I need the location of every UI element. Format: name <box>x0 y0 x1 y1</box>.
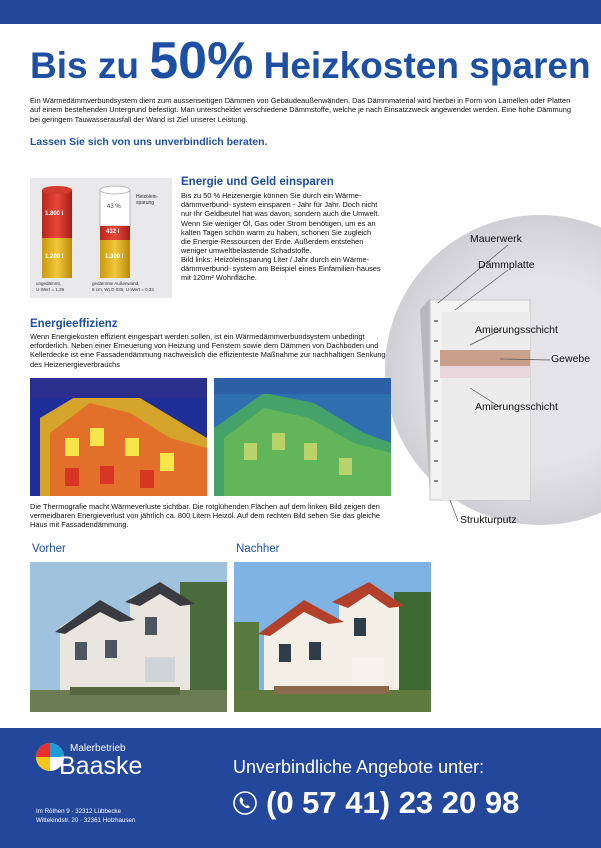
energy-text: Bis zu 50 % Heizenergie können Sie durch ein Wärme-dämmverbund- system einsparen - Jahr für Jahr. Doch nicht nur Ihr Geldbeutel hat was davon, sondern auch die Umwelt. Wenn Sie weniger Öl, Gas oder Strom benötigen, um es an kalten Tagen schön warm zu haben, schonen Sie zugleich die Energie-Ressourcen der Erde. Außerdem entstehen weniger umweltbelastende Schadstoffe. <box>181 191 380 256</box>
label-strukturputz: Strukturputz <box>460 514 517 526</box>
right-jar-top-value: 432 l <box>106 229 120 235</box>
after-label: Nachher <box>236 543 280 555</box>
energy-caption: Bild links: Heizöleinsparung Liter / Jahr durch ein Wärme-dämmverbund- system am Beispiel eines Einfamilien-hauses mit 120m² Wohnfläche. <box>181 255 381 283</box>
title-pre: Bis zu <box>30 45 150 86</box>
gewebe-layer <box>440 350 530 366</box>
right-jar-percent: 43 % <box>107 204 121 210</box>
left-jar-top-value: 1.800 l <box>45 211 64 217</box>
title-post: Heizkosten sparen <box>253 45 591 86</box>
house-after-photo <box>234 562 431 712</box>
house-before-photo <box>30 562 227 712</box>
address-line-1: Im Röthen 9 · 32312 Lübbecke <box>36 808 121 815</box>
label-gewebe: Gewebe <box>551 353 591 365</box>
offer-text: Unverbindliche Angebote unter: <box>233 757 485 777</box>
intro-text: Ein Wärmedämmverbundsystem dient zum aussenseitigen Dämmen von Gebäudeaußenwänden. Das Dämmmaterial wird hierbei in Form von Lamellen oder Platten auf einem bestehenden Untergrund befestigt. Man unterscheidet verschiedene Dämmstoffe, welche je nach Einsatzzweck angewendet werden. Eine hohe Dämmung bei geringem Tauwasserausfall der Wand ist Ziel unserer Leistung. <box>30 96 571 124</box>
label-mauerwerk: Mauerwerk <box>470 233 522 245</box>
title-percent: 50% <box>149 32 254 90</box>
energy-heading: Energie und Geld einsparen <box>181 176 334 188</box>
company-type: Malerbetrieb <box>70 743 126 754</box>
jar-side-label: Heizölein- sparung <box>136 194 159 206</box>
consultation-cta: Lassen Sie sich von uns unverbindlich beraten. <box>30 136 268 148</box>
company-name: Baaske <box>59 752 143 780</box>
label-daemmplatte: Dämmplatte <box>478 259 535 271</box>
wall-diagram <box>380 200 601 540</box>
left-jar-bottom-value: 1.200 l <box>45 254 64 260</box>
effizienz-heading: Energieeffizienz <box>30 318 118 330</box>
thermography-before <box>30 378 207 496</box>
effizienz-text: Wenn Energiekosten effizient eingespart werden sollen, ist ein Wärmedämmverbundsystem unbedingt erforderlich. Neben einer Erneuerung von Heizung und Fenstern sowie dem Dämmen von Dachboden und Kellerdecke ist eine Fassadendämmung nachweislich die effizienteste Maßnahme zur nachhaltigen Senkung des Heizenergieverbrauchs <box>30 332 386 369</box>
label-armierung-1: Amierungsschicht <box>475 324 558 336</box>
right-jar-bottom-value: 1.300 l <box>105 254 124 260</box>
before-label: Vorher <box>32 543 66 555</box>
top-bar <box>0 0 601 24</box>
label-armierung-2: Amierungsschicht <box>475 401 558 413</box>
left-jar-caption: ungedämmt, U-Wert = 1,39 <box>36 281 65 292</box>
oil-savings-illustration <box>30 178 172 298</box>
wall-cross-section-graphic <box>380 200 601 540</box>
thermography-after <box>214 378 391 496</box>
right-jar-caption: gedämmte Außenwand, 8 cm, WLG 035, U-Wert = 0,33 <box>92 281 154 292</box>
phone-number: (0 57 41) 23 20 98 <box>266 785 520 820</box>
phone-icon <box>233 791 257 815</box>
thermography-caption: Die Thermografie macht Wärmeverluste sichtbar. Die rotglühenden Flächen auf dem linken Bild zeigen den vermeidbaren Energieverlust von jährlich ca. 800 Litern Heizöl. Auf dem rechten Bild sehen Sie das gleiche Haus mit Fassadendämmung. <box>30 502 381 530</box>
address-line-2: Wittekindstr. 20 · 32361 Holzhausen <box>36 817 136 824</box>
page-title <box>30 32 591 90</box>
